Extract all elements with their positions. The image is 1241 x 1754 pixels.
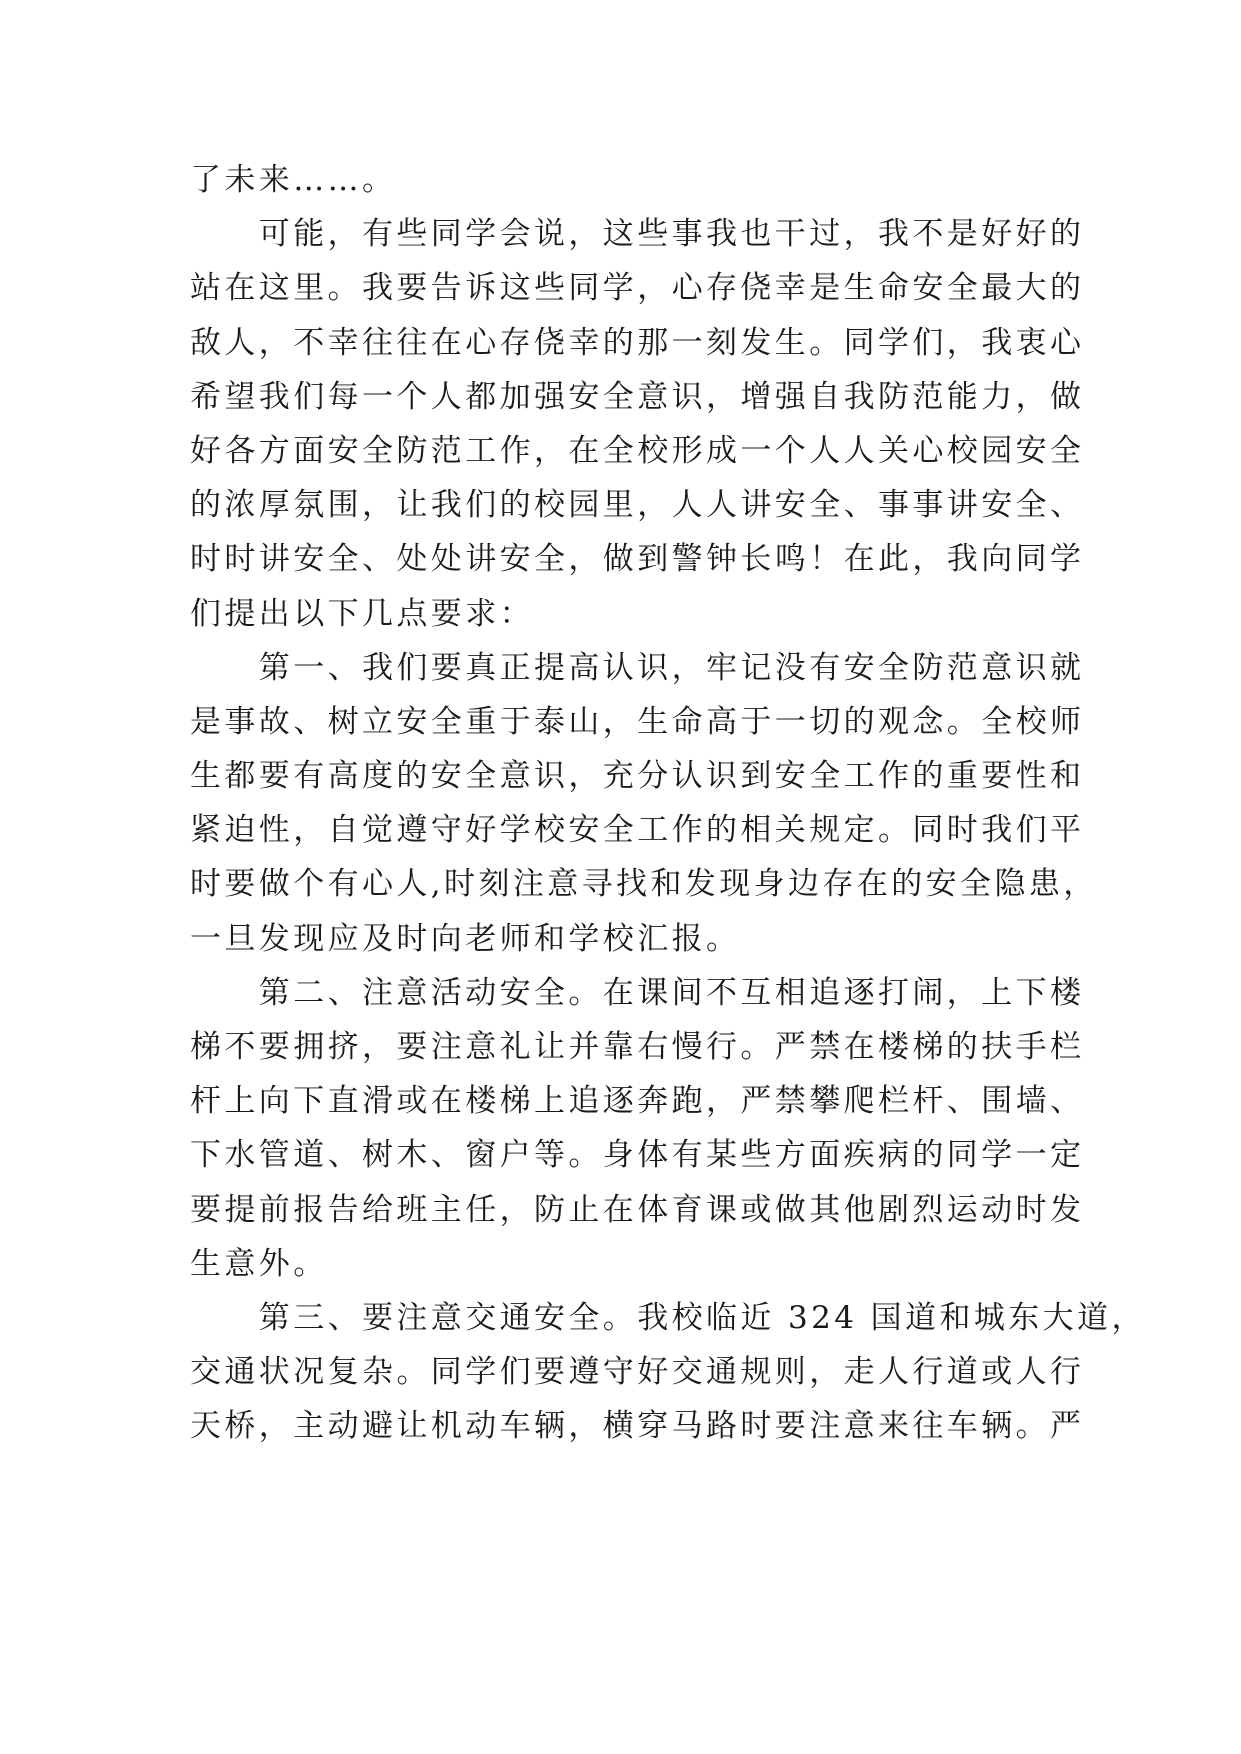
text-line: 紧迫性，自觉遵守好学校安全工作的相关规定。同时我们平	[190, 812, 1085, 849]
text-line: 时时讲安全、处处讲安全，做到警钟长鸣！在此，我向同学	[190, 541, 1085, 578]
text-line: 要提前报告给班主任，防止在体育课或做其他剧烈运动时发	[190, 1191, 1085, 1228]
text-line: 是事故、树立安全重于泰山，生命高于一切的观念。全校师	[190, 703, 1085, 740]
text-line: 的浓厚氛围，让我们的校园里，人人讲安全、事事讲安全、	[190, 487, 1085, 524]
text-line: 杆上向下直滑或在楼梯上追逐奔跑，严禁攀爬栏杆、围墙、	[190, 1083, 1085, 1120]
text-line: 第一、我们要真正提高认识，牢记没有安全防范意识就	[190, 649, 1085, 686]
text-line: 站在这里。我要告诉这些同学，心存侥幸是生命安全最大的	[190, 270, 1085, 307]
text-line: 可能，有些同学会说，这些事我也干过，我不是好好的	[190, 216, 1085, 253]
text-line: 梯不要拥挤，要注意礼让并靠右慢行。严禁在楼梯的扶手栏	[190, 1029, 1085, 1065]
text-line: 第二、注意活动安全。在课间不互相追逐打闹，上下楼	[190, 974, 1085, 1011]
body-text	[190, 153, 1146, 1454]
text-line: 时要做个有心人,时刻注意寻找和发现身边存在的安全隐患，	[190, 866, 1098, 903]
text-line: 了未来……。	[190, 162, 397, 198]
text-line: 们提出以下几点要求：	[190, 595, 534, 632]
text-line: 下水管道、树木、窗户等。身体有某些方面疾病的同学一定	[190, 1137, 1085, 1174]
text-line: 生都要有高度的安全意识，充分认识到安全工作的重要性和	[190, 758, 1085, 795]
text-line: 交通状况复杂。同学们要遵守好交通规则，走人行道或人行	[190, 1354, 1085, 1391]
text-line: 天桥，主动避让机动车辆，横穿马路时要注意来往车辆。严	[190, 1408, 1085, 1445]
text-line: 好各方面安全防范工作，在全校形成一个人人关心校园安全	[190, 432, 1085, 469]
text-line: 生意外。	[190, 1245, 328, 1282]
text-line: 敌人，不幸往往在心存侥幸的那一刻发生。同学们，我衷心	[190, 324, 1085, 361]
text-line: 第三、要注意交通安全。我校临近 324 国道和城东大道，	[190, 1299, 1146, 1336]
text-line: 一旦发现应及时向老师和学校汇报。	[190, 920, 741, 957]
text-line: 希望我们每一个人都加强安全意识，增强自我防范能力，做	[190, 378, 1085, 415]
